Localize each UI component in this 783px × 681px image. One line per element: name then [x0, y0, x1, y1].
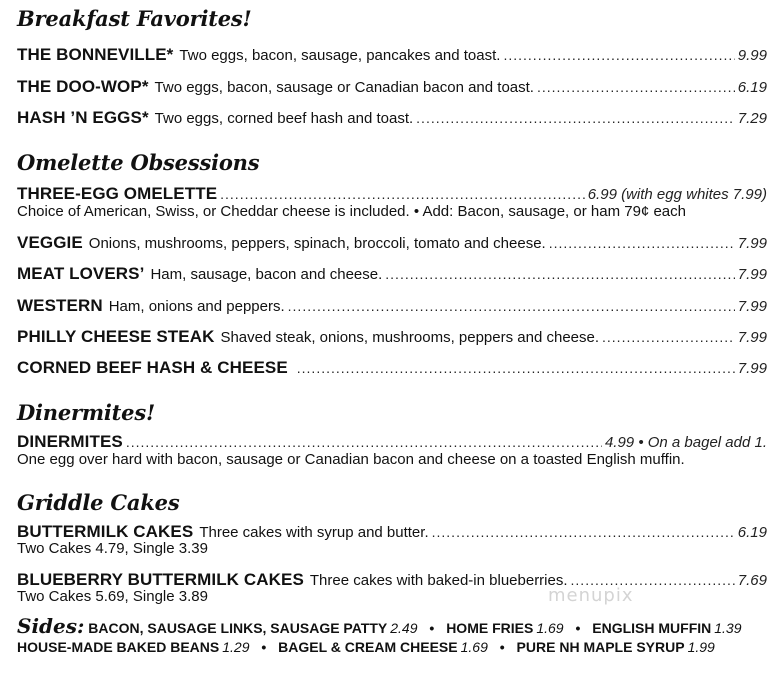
item-price: 7.69 [737, 572, 767, 589]
item-name: THE DOO-WOP* [17, 77, 149, 96]
watermark-logo: menupix [548, 585, 634, 606]
side-price: 1.39 [714, 620, 742, 636]
bullet-separator: • [429, 620, 435, 636]
item-desc: Three cakes with syrup and butter. [199, 524, 429, 541]
leader-dots [220, 186, 585, 202]
buttermilk-note: Two Cakes 4.79, Single 3.39 [17, 540, 208, 557]
menu-item-buttermilk-cakes [17, 522, 767, 542]
bullet-separator: • [261, 639, 267, 655]
dinermites-note: One egg over hard with bacon, sausage or Canadian bacon and cheese on a toasted English muffin. [17, 451, 685, 468]
bullet-separator: • [499, 639, 505, 655]
menu-item-veggie [17, 233, 767, 253]
menu-item-doo-wop [17, 77, 767, 97]
item-name: HASH ’N EGGS* [17, 108, 149, 127]
leader-dots [416, 110, 735, 126]
leader-dots [549, 235, 735, 251]
side-name: ENGLISH MUFFIN [592, 620, 712, 636]
item-desc: Shaved steak, onions, mushrooms, peppers and cheese. [220, 329, 600, 346]
side-price: 1.29 [222, 639, 250, 655]
menu-item-philly-cheese-steak [17, 327, 767, 347]
item-price: 6.19 [737, 524, 767, 541]
menu-item-western [17, 296, 767, 316]
menu-item-corned-beef-hash-cheese [17, 358, 767, 378]
section-title-omelette: Omelette Obsessions [17, 150, 260, 175]
side-price: 2.49 [390, 620, 418, 636]
item-desc: Two eggs, corned beef hash and toast. [154, 110, 414, 127]
side-name: PURE NH MAPLE SYRUP [516, 639, 685, 655]
omelette-note: Choice of American, Swiss, or Cheddar cheese is included. • Add: Bacon, sausage, or ham 79¢ each [17, 203, 686, 220]
side-name: BACON, SAUSAGE LINKS, SAUSAGE PATTY [88, 620, 388, 636]
menu-item-bonneville [17, 45, 767, 65]
item-name: THREE-EGG OMELETTE [17, 184, 218, 203]
item-price: 6.19 [737, 79, 767, 96]
side-name: HOME FRIES [446, 620, 534, 636]
item-name: DINERMITES [17, 432, 123, 451]
item-name: BLUEBERRY BUTTERMILK CAKES [17, 570, 304, 589]
leader-dots [288, 298, 735, 314]
sides-line-2 [17, 639, 715, 655]
bullet-separator: • [575, 620, 581, 636]
menu-item-three-egg-omelette [17, 184, 767, 204]
item-name: THE BONNEVILLE* [17, 45, 174, 64]
leader-dots [126, 434, 602, 450]
side-price: 1.69 [536, 620, 564, 636]
leader-dots [297, 360, 735, 376]
sides-line-1 [17, 614, 742, 638]
leader-dots [602, 329, 735, 345]
item-price: 9.99 [737, 47, 767, 64]
item-desc: Ham, onions and peppers. [108, 298, 285, 315]
menu-item-dinermites [17, 432, 767, 452]
menu-item-hash-n-eggs [17, 108, 767, 128]
item-name: PHILLY CHEESE STEAK [17, 327, 215, 346]
item-price: 7.99 [737, 266, 767, 283]
blueberry-note: Two Cakes 5.69, Single 3.89 [17, 588, 208, 605]
item-desc: Two eggs, bacon, sausage or Canadian bacon and toast. [154, 79, 534, 96]
side-name: BAGEL & CREAM CHEESE [278, 639, 458, 655]
section-title-dinermites: Dinermites! [17, 400, 155, 425]
menu-item-meat-lovers [17, 264, 767, 284]
side-price: 1.69 [460, 639, 488, 655]
item-price: 7.99 [737, 329, 767, 346]
menu-item-blueberry-cakes [17, 570, 767, 590]
item-desc: Two eggs, bacon, sausage, pancakes and toast. [179, 47, 501, 64]
item-name: MEAT LOVERS’ [17, 264, 145, 283]
item-name: CORNED BEEF HASH & CHEESE [17, 358, 288, 377]
item-desc: Ham, sausage, bacon and cheese. [150, 266, 383, 283]
section-title-breakfast: Breakfast Favorites! [17, 6, 252, 31]
item-price: 7.99 [737, 235, 767, 252]
item-price: 6.99 (with egg whites 7.99) [587, 186, 767, 203]
item-name: VEGGIE [17, 233, 83, 252]
leader-dots [537, 79, 735, 95]
sides-label: Sides: [17, 614, 85, 638]
item-price: 7.29 [737, 110, 767, 127]
item-desc: Three cakes with baked-in blueberries. [309, 572, 568, 589]
item-desc: Onions, mushrooms, peppers, spinach, broccoli, tomato and cheese. [88, 235, 546, 252]
leader-dots [385, 266, 735, 282]
leader-dots [432, 524, 735, 540]
side-price: 1.99 [687, 639, 715, 655]
leader-dots [503, 47, 734, 63]
side-name: HOUSE-MADE BAKED BEANS [17, 639, 220, 655]
item-name: WESTERN [17, 296, 103, 315]
section-title-griddle: Griddle Cakes [17, 490, 180, 515]
item-name: BUTTERMILK CAKES [17, 522, 194, 541]
item-price: 7.99 [737, 298, 767, 315]
item-price: 7.99 [737, 360, 767, 377]
item-price: 4.99 • On a bagel add 1. [604, 434, 767, 451]
